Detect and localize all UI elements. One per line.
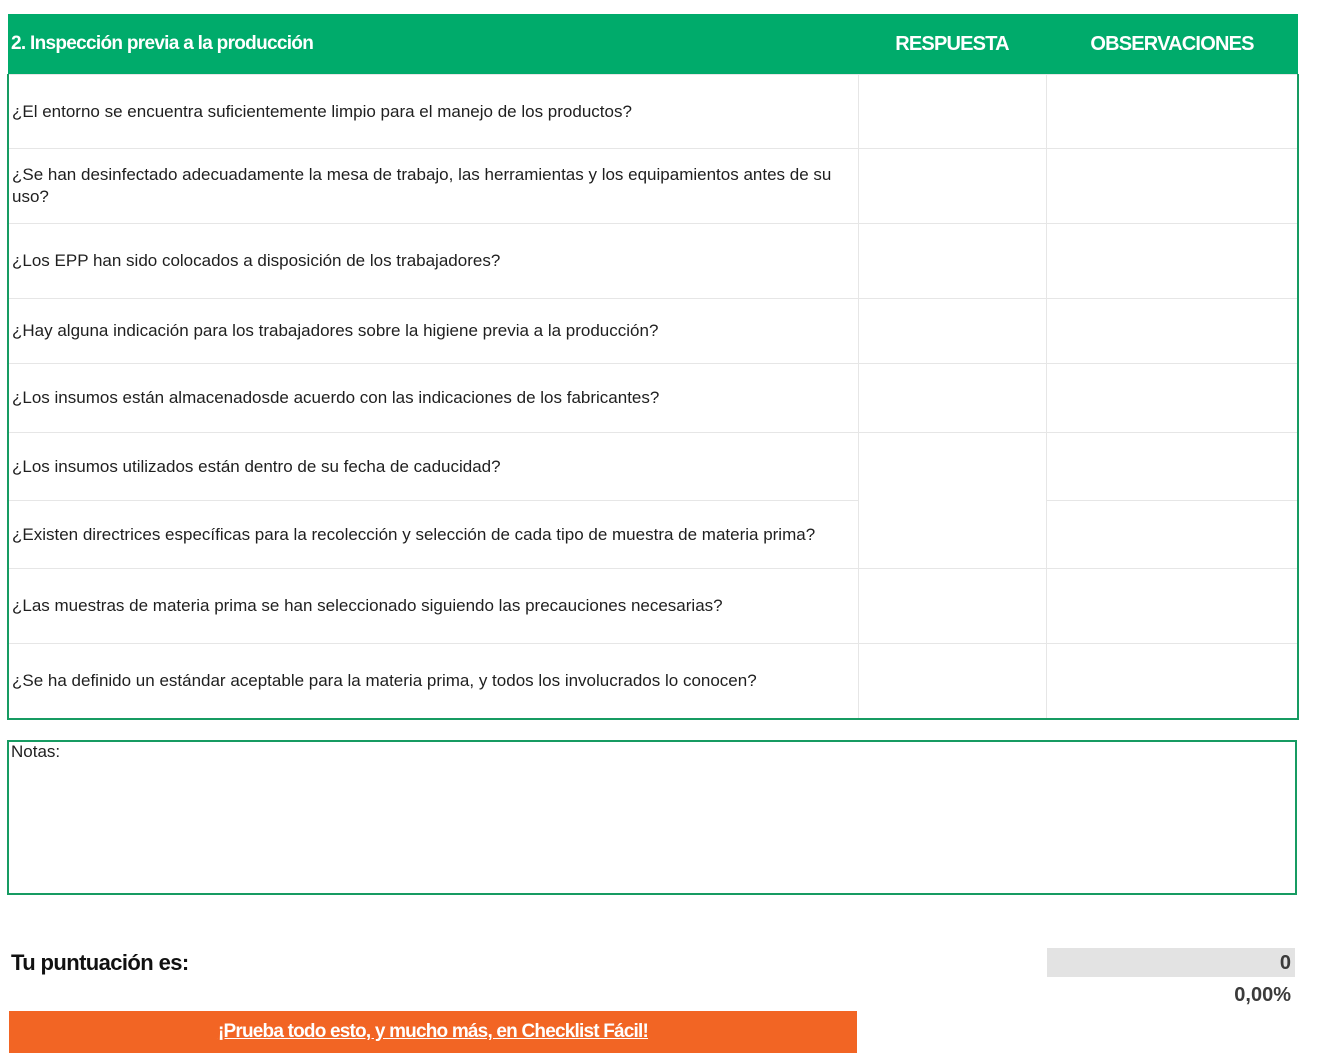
observation-cell[interactable] (1046, 644, 1298, 719)
response-cell[interactable] (858, 569, 1046, 644)
table-row (8, 149, 1298, 224)
notes-field[interactable] (7, 740, 1297, 895)
observation-cell[interactable] (1046, 501, 1298, 569)
question-text: ¿Los insumos utilizados están dentro de su fecha de caducidad? (8, 433, 858, 501)
question-text: ¿Hay alguna indicación para los trabajadores sobre la higiene previa a la producción? (8, 299, 858, 364)
question-text: ¿Los insumos están almacenadosde acuerdo con las indicaciones de los fabricantes? (8, 364, 858, 433)
response-cell[interactable] (858, 75, 1046, 149)
question-text: ¿Los EPP han sido colocados a disposición de los trabajadores? (8, 224, 858, 299)
table-row (8, 364, 1298, 433)
table-row (8, 433, 1298, 501)
score-value-box (1047, 948, 1295, 977)
question-text: ¿Existen directrices específicas para la recolección y selección de cada tipo de muestra de materia prima? (8, 501, 858, 569)
table-header-row (8, 14, 1298, 75)
table-row (8, 569, 1298, 644)
notes-label: Notas: (11, 742, 61, 761)
question-text: ¿Se ha definido un estándar aceptable para la materia prima, y todos los involucrados lo conocen? (8, 644, 858, 719)
question-text: ¿Se han desinfectado adecuadamente la mesa de trabajo, las herramientas y los equipamientos antes de su uso? (8, 149, 858, 224)
observation-cell[interactable] (1046, 569, 1298, 644)
response-cell[interactable] (858, 364, 1046, 433)
checklist-facil-link[interactable]: ¡Prueba todo esto, y mucho más, en Checklist Fácil! (9, 1011, 857, 1053)
response-cell[interactable] (858, 299, 1046, 364)
score-value: 0 (1279, 952, 1291, 974)
response-cell[interactable] (858, 501, 1046, 569)
column-header-respuesta: RESPUESTA (858, 14, 1046, 75)
table-row (8, 299, 1298, 364)
response-cell[interactable] (858, 433, 1046, 501)
response-cell[interactable] (858, 149, 1046, 224)
column-header-observaciones: OBSERVACIONES (1046, 14, 1298, 75)
table-row (8, 75, 1298, 149)
observation-cell[interactable] (1046, 364, 1298, 433)
observation-cell[interactable] (1046, 433, 1298, 501)
response-cell[interactable] (858, 644, 1046, 719)
score-percent: 0,00% (1234, 984, 1291, 1006)
observation-cell[interactable] (1046, 224, 1298, 299)
question-text: ¿Las muestras de materia prima se han seleccionado siguiendo las precauciones necesarias? (8, 569, 858, 644)
observation-cell[interactable] (1046, 75, 1298, 149)
table-row (8, 501, 1298, 569)
question-text: ¿El entorno se encuentra suficientemente limpio para el manejo de los productos? (8, 75, 858, 149)
table-row (8, 224, 1298, 299)
section-title: 2. Inspección previa a la producción (8, 14, 858, 75)
inspection-table (7, 14, 1299, 720)
observation-cell[interactable] (1046, 299, 1298, 364)
score-label: Tu puntuación es: (11, 950, 189, 975)
observation-cell[interactable] (1046, 149, 1298, 224)
response-cell[interactable] (858, 224, 1046, 299)
table-row (8, 644, 1298, 719)
